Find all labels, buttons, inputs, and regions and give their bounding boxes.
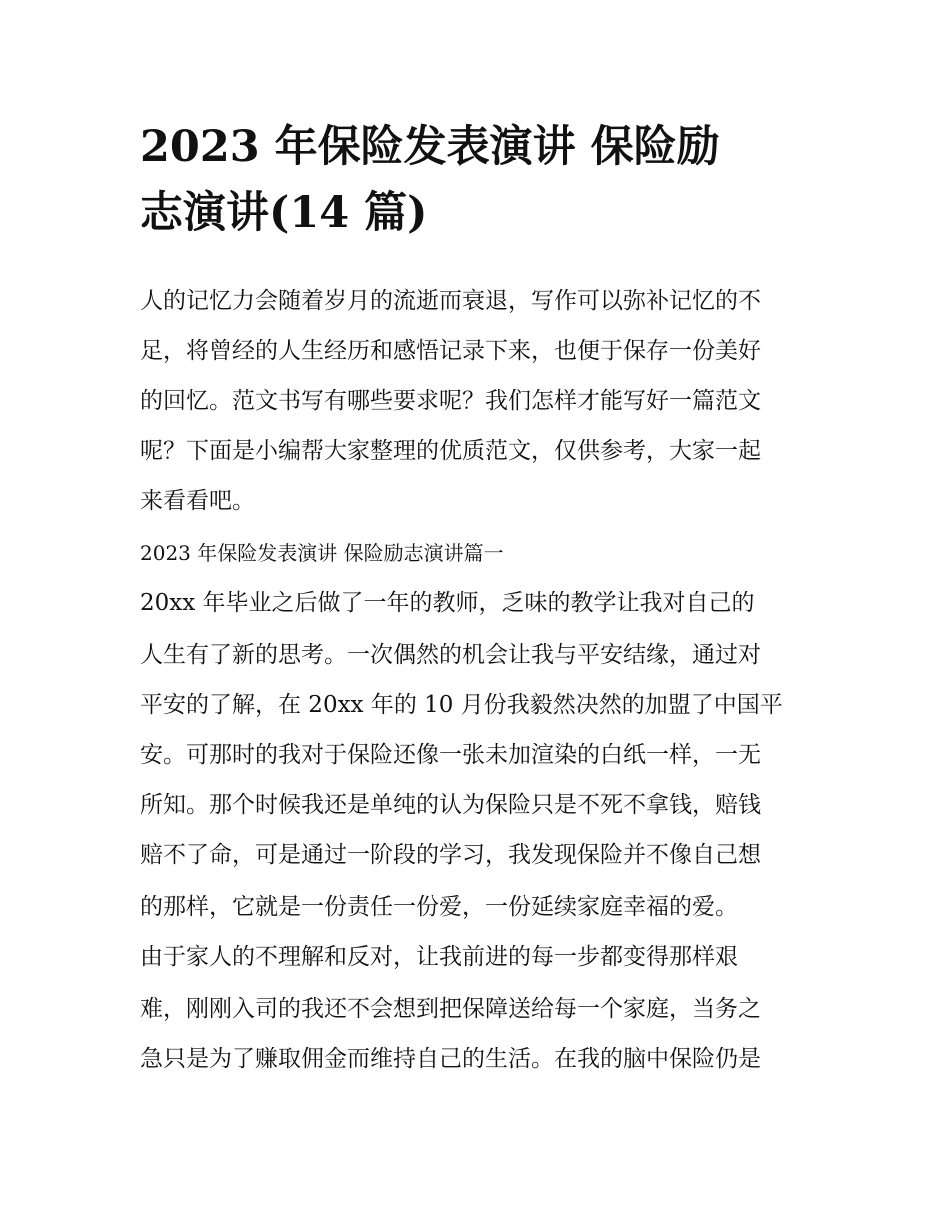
body-line: 所知。那个时候我还是单纯的认为保险只是不死不拿钱，赔钱 (140, 792, 761, 818)
body-line: 平安的了解，在 20xx 年的 10 月份我毅然决然的加盟了中国平 (140, 692, 783, 718)
intro-line: 足，将曾经的人生经历和感悟记录下来，也便于保存一份美好 (140, 338, 761, 364)
body-line: 的那样，它就是一份责任一份爱，一份延续家庭幸福的爱。 (140, 894, 738, 920)
title-line-2: 志演讲(14 篇) (140, 188, 428, 238)
intro-line: 来看看吧。 (140, 488, 255, 514)
body-line: 安。可那时的我对于保险还像一张未加渲染的白纸一样，一无 (140, 742, 761, 768)
title-line-1: 2023 年保险发表演讲 保险励 (140, 122, 720, 172)
body-line: 由于家人的不理解和反对，让我前进的每一步都变得那样艰 (140, 944, 738, 970)
body-line: 难，刚刚入司的我还不会想到把保障送给每一个家庭，当务之 (140, 996, 761, 1022)
body-line: 赔不了命，可是通过一阶段的学习，我发现保险并不像自己想 (140, 842, 761, 868)
body-line: 20xx 年毕业之后做了一年的教师，乏味的教学让我对自己的 (140, 590, 755, 616)
document-title (140, 114, 820, 246)
body-line: 急只是为了赚取佣金而维持自己的生活。在我的脑中保险仍是 (140, 1046, 761, 1072)
intro-line: 的回忆。范文书写有哪些要求呢？我们怎样才能写好一篇范文 (140, 388, 761, 414)
section-heading: 2023 年保险发表演讲 保险励志演讲篇一 (140, 541, 504, 565)
body-line: 人生有了新的思考。一次偶然的机会让我与平安结缘，通过对 (140, 642, 761, 668)
intro-line: 呢？下面是小编帮大家整理的优质范文，仅供参考，大家一起 (140, 438, 761, 464)
intro-line: 人的记忆力会随着岁月的流逝而衰退，写作可以弥补记忆的不 (140, 288, 761, 314)
